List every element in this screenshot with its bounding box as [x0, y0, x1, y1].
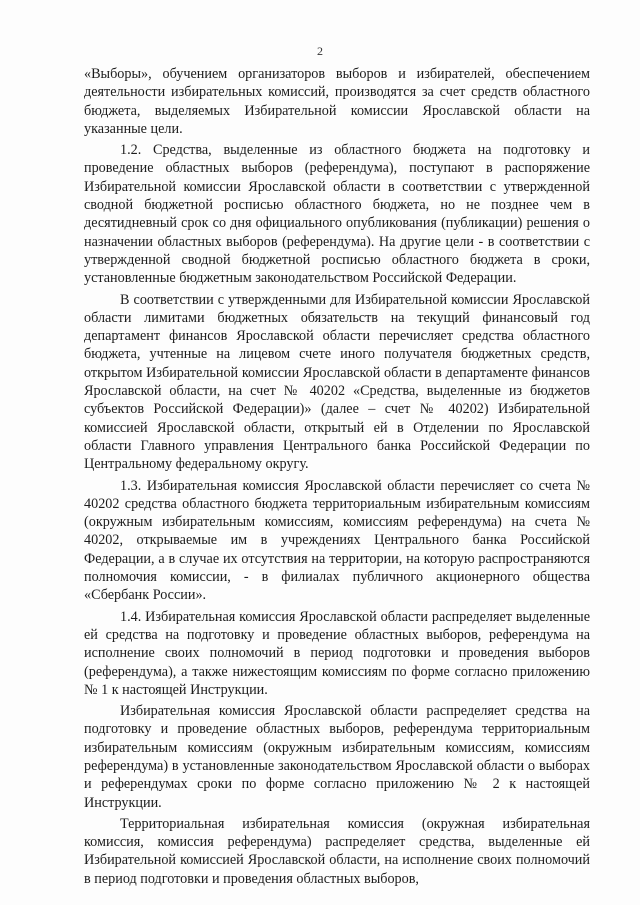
page-number: 2 — [317, 44, 323, 58]
paragraph-limits: В соответствии с утвержденными для Избирательной комиссии Ярославской области лимитами бюджетных обязательств на текущий финансовый год департамент финансов Ярославской области перечисляет средства областного бюджета, учтенные на лицевом счете иного получателя бюджетных средств, открытом Избирательной комиссии Ярославской области в департаменте финансов Ярославской области, на счет № 40202 «Средства, выделенные из бюджетов субъектов Российской Федерации)» (далее – счет № 40202) Избирательной комиссией Ярославской области, открытый ей в Отделении по Ярославской области Главного управления Центрального банка Российской Федерации по Центральному федеральному округу. — [84, 291, 590, 473]
paragraph-1-3: 1.3. Избирательная комиссия Ярославской области перечисляет со счета № 40202 средства областного бюджета территориальным избирательным комиссиям (окружным избирательным комиссиям, комиссиям референдума) на счета № 40202, открываемые им в учреждениях Центрального банка Российской Федерации, а в случае их отсутствия на территории, на которую распространяются полномочия комиссии, - в филиалах публичного акционерного общества «Сбербанк России». — [84, 477, 590, 604]
paragraph-territorial: Территориальная избирательная комиссия (окружная избирательная комиссия, комиссия референдума) распределяет средства, выделенные ей Избирательной комиссией Ярославской области, на исполнение своих полномочий в период подготовки и проведения областных выборов, — [84, 815, 590, 887]
paragraph-1-4: 1.4. Избирательная комиссия Ярославской области распределяет выделенные ей средства на подготовку и проведение областных выборов, референдума на исполнение своих полномочий в период подготовки и проведения выборов (референдума), а также нижестоящим комиссиям по форме согласно приложению № 1 к настоящей Инструкции. — [84, 608, 590, 698]
paragraph-distribution: Избирательная комиссия Ярославской области распределяет средства на подготовку и проведение областных выборов, референдума территориальным избирательным комиссиям (окружным избирательным комиссиям, комиссиям референдума) в установленные законодательством Ярославской области о выборах и референдумах сроки по форме согласно приложению № 2 к настоящей Инструкции. — [84, 703, 590, 811]
document-body — [84, 65, 590, 888]
paragraph-continuation: «Выборы», обучением организаторов выборов и избирателей, обеспечением деятельности избирательных комиссий, производятся за счет средств областного бюджета, выделяемых Избирательной комиссии Ярославской области на указанные цели. — [84, 66, 590, 137]
paragraph-1-2: 1.2. Средства, выделенные из областного бюджета на подготовку и проведение областных выборов (референдума), поступают в распоряжение Избирательной комиссии Ярославской области в соответствии с утвержденной сводной бюджетной росписью областного бюджета, но не позднее чем в десятидневный срок со дня официального опубликования (публикации) решения о назначении областных выборов (референдума). На другие цели - в соответствии с утвержденной сводной бюджетной росписью областного бюджета в сроки, установленные бюджетным законодательством Российской Федерации. — [84, 142, 590, 287]
